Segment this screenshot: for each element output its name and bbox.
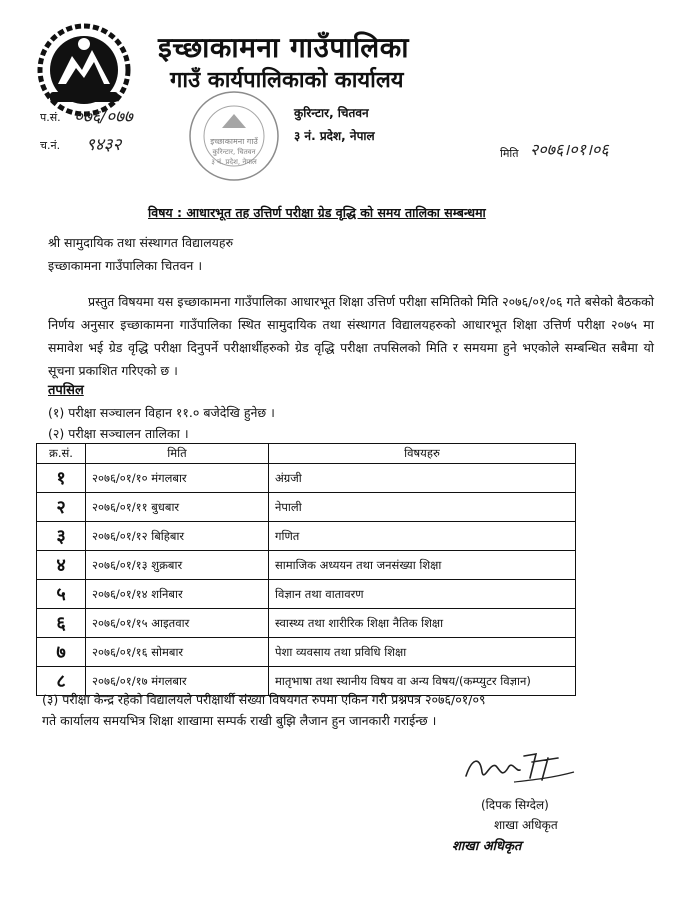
stamp-line-1: इच्छाकामना गाउँ [210,137,258,146]
table-row [37,493,576,522]
row-subject: अंग्रजी [269,464,576,493]
column-header-serial: क्र.सं. [37,444,86,464]
row-serial: ७ [37,638,86,667]
letter-subject: विषय : आधारभूत तह उत्तिर्ण परीक्षा ग्रेड वृद्धि को समय तालिका सम्बन्धमा [148,205,486,220]
office-province: ३ नं. प्रदेश, नेपाल [294,129,375,143]
exam-schedule-table [36,443,576,696]
column-header-subject: विषयहरु [269,444,576,464]
row-serial: ४ [37,551,86,580]
row-subject: विज्ञान तथा वातावरण [269,580,576,609]
recipient-line-2: इच्छाकामना गाउँपालिका चितवन । [48,258,203,273]
reference-label: प.सं. [40,111,61,124]
detail-item-3-line-1: (३) परीक्षा केन्द्र रहेको विद्यालयले परीक्षार्थी संख्या विषयगत रुपमा एकिन गरी प्रश्नपत्र २०७६/०१/०९ [42,692,486,707]
signatory-designation: शाखा अधिकृत [494,818,558,832]
row-date: २०७६/०१/१० मंगलबार [86,464,269,493]
detail-item-2: (२) परीक्षा सञ्चालन तालिका । [48,426,189,441]
row-subject: मातृभाषा तथा स्थानीय विषय वा अन्य विषय/(कम्प्युटर विज्ञान) [269,667,576,696]
signature-mark [462,742,582,792]
municipality-name: इच्छाकामना गाउँपालिका [158,31,409,64]
body-paragraph: प्रस्तुत विषयमा यस इच्छाकामना गाउँपालिका आधारभूत शिक्षा उत्तिर्ण परीक्षा समितिको मिति २०७६/०१/०६ गते बसेको बैठकको निर्णय अनुसार इच्छाकामना गाउँपालिका स्थित सामुदायिक तथा संस्थागत विद्यालयहरुको आधारभूत शिक्षा उत्तिर्ण परीक्षा २०७५ मा समावेश भई ग्रेड वृद्धि परीक्षा दिनुपर्ने परीक्षार्थीहरुको ग्रेड वृद्धि परीक्षा तपसिलको मिति र समयमा हुने भएकोले सम्बन्धित सबैमा यो सूचना प्रकाशित गरिएको छ । [48,294,654,378]
table-row [37,522,576,551]
row-date: २०७६/०१/१४ शनिबार [86,580,269,609]
table-row [37,609,576,638]
row-subject: नेपाली [269,493,576,522]
detail-item-1: (१) परीक्षा सञ्चालन विहान ११.० बजेदेखि हुनेछ । [48,405,275,420]
date-value: २०७६।०१।०६ [530,140,609,159]
row-serial: ३ [37,522,86,551]
table-row [37,551,576,580]
office-name: गाउँ कार्यपालिकाको कार्यालय [170,68,404,93]
row-date: २०७६/०१/१३ शुक्रबार [86,551,269,580]
row-serial: ८ [37,667,86,696]
row-subject: पेशा व्यवसाय तथा प्रविधि शिक्षा [269,638,576,667]
row-subject: सामाजिक अध्ययन तथा जनसंख्या शिक्षा [269,551,576,580]
row-serial: ६ [37,609,86,638]
row-serial: ५ [37,580,86,609]
row-date: २०७६/०१/१२ बिहिबार [86,522,269,551]
row-subject: स्वास्थ्य तथा शारीरिक शिक्षा नैतिक शिक्षा [269,609,576,638]
date-label: मिति [500,147,519,160]
dispatch-label: च.नं. [40,139,61,152]
row-subject: गणित [269,522,576,551]
office-location: कुरिन्टार, चितवन [294,106,369,120]
row-date: २०७६/०१/१७ मंगलबार [86,667,269,696]
table-row [37,464,576,493]
dispatch-number: ९४३२ [86,135,122,155]
recipient-line-1: श्री सामुदायिक तथा संस्थागत विद्यालयहरु [48,235,234,250]
row-serial: २ [37,493,86,522]
details-heading: तपसिल [48,383,84,398]
officer-stamp-text: शाखा अधिकृत [452,839,522,854]
table-header-row [37,444,576,464]
stamp-line-3: ३ नं. प्रदेश, नेपाल [211,158,257,166]
table-row [37,580,576,609]
row-date: २०७६/०१/११ बुधबार [86,493,269,522]
row-serial: १ [37,464,86,493]
stamp-line-2: कुरिन्टार, चितवन [212,148,256,156]
office-seal-stamp [186,88,282,184]
reference-number: ०७६/०७७ [74,107,133,127]
detail-item-3-line-2: गते कार्यालय समयभित्र शिक्षा शाखामा सम्पर्क राखी बुझि लैजान हुन जानकारी गराईन्छ । [42,713,437,728]
signatory-name: (दिपक सिग्देल) [481,798,549,812]
row-date: २०७६/०१/१६ सोमबार [86,638,269,667]
column-header-date: मिति [86,444,269,464]
table-row [37,638,576,667]
row-date: २०७६/०१/१५ आइतवार [86,609,269,638]
